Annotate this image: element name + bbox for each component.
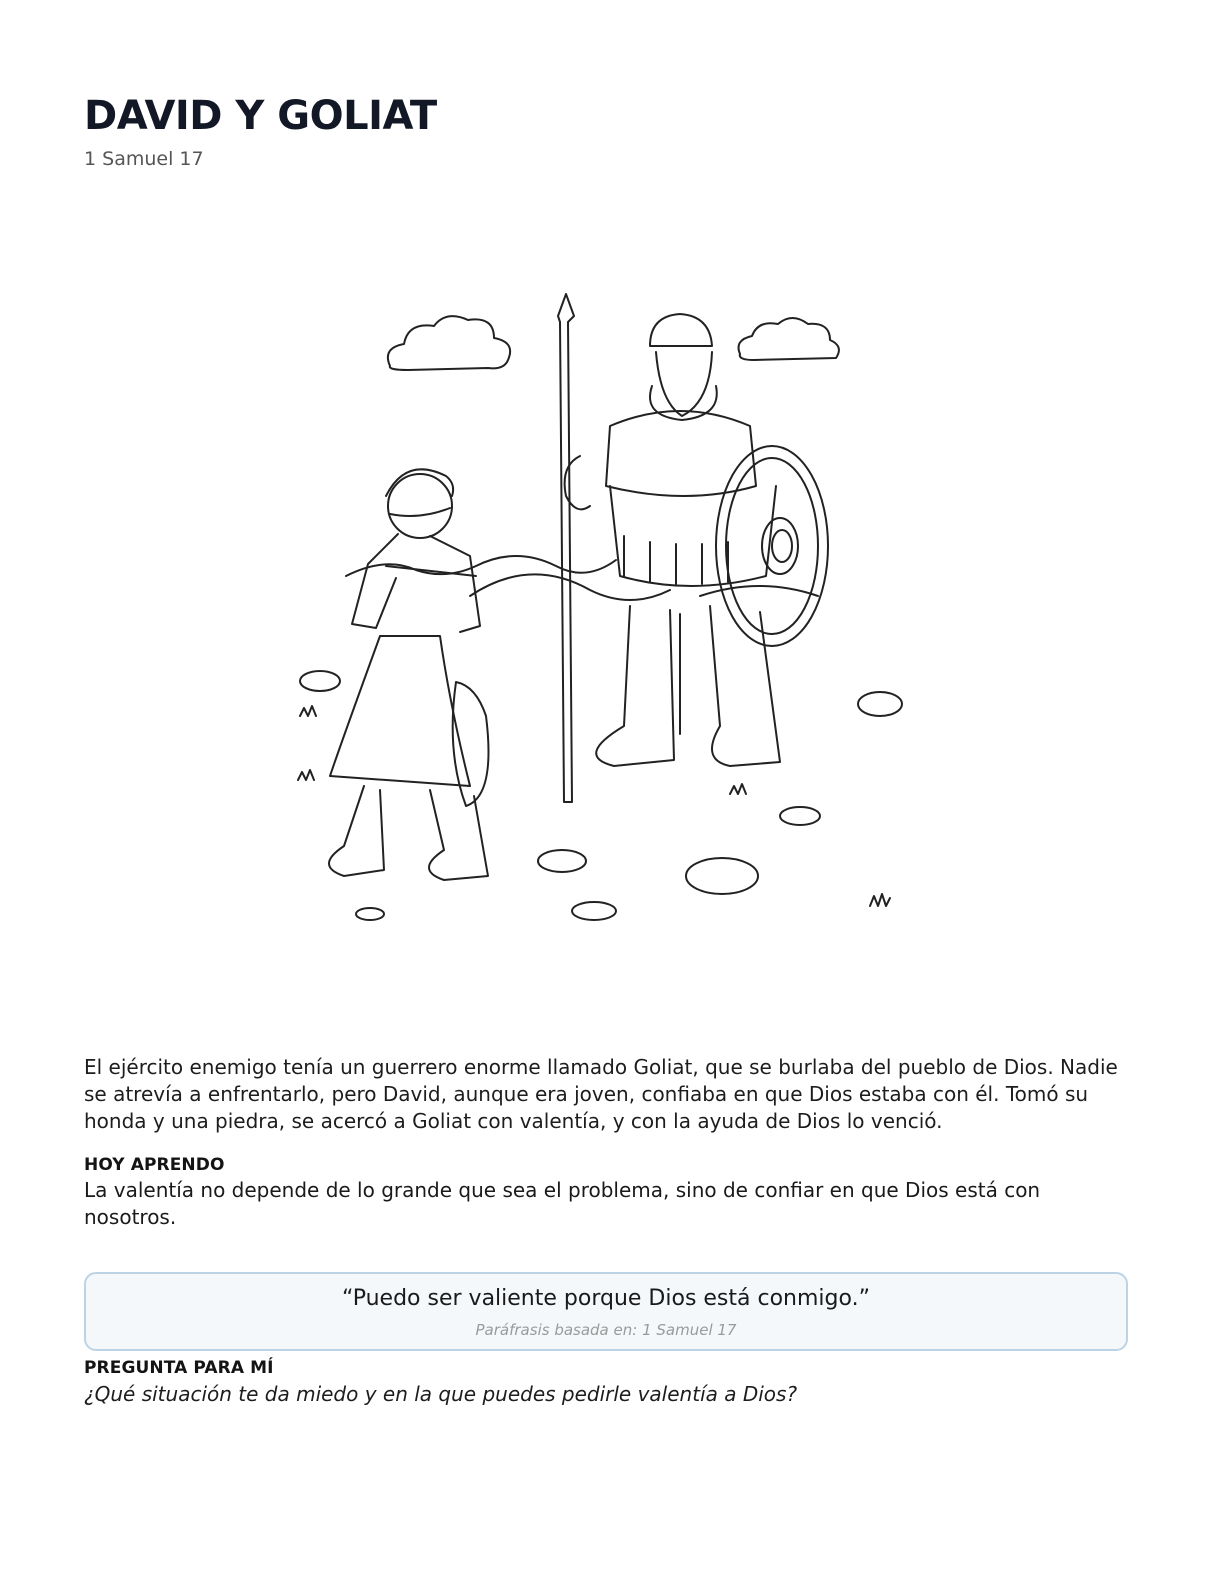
scripture-reference: 1 Samuel 17	[84, 148, 204, 170]
rock	[300, 671, 340, 691]
memory-verse-box	[84, 1272, 1128, 1351]
learn-text: La valentía no depende de lo grande que sea el problema, sino de confiar en que Dios está con nosotros.	[84, 1178, 1041, 1229]
verse-quote: “Puedo ser valiente porque Dios está conmigo.”	[342, 1286, 870, 1311]
verse-source: Paráfrasis basada en: 1 Samuel 17	[475, 1321, 737, 1339]
david-figure	[329, 469, 489, 880]
rock	[686, 858, 758, 894]
rock	[780, 807, 820, 825]
learn-label: HOY APRENDO	[84, 1155, 225, 1175]
rock	[538, 850, 586, 872]
question-label: PREGUNTA PARA MÍ	[84, 1358, 274, 1378]
grass	[298, 706, 890, 906]
cloud-right	[739, 318, 839, 360]
hills	[346, 556, 818, 600]
rock	[858, 692, 902, 716]
page-title: DAVID Y GOLIAT	[84, 93, 437, 139]
rock	[572, 902, 616, 920]
rock	[356, 908, 384, 920]
david-goliath-illustration	[280, 196, 932, 1036]
story-paragraph: El ejército enemigo tenía un guerrero enorme llamado Goliat, que se burlaba del pueblo de Dios. Nadie se atrevía a enfrentarlo, pero David, aunque era joven, confiaba en que Dios estaba con él. Tomó su honda y una piedra, se acercó a Goliat con valentía, y con la ayuda de Dios lo venció.	[84, 1055, 1118, 1133]
cloud-left	[388, 316, 510, 370]
goliath-figure	[558, 294, 828, 802]
question-text: ¿Qué situación te da miedo y en la que puedes pedirle valentía a Dios?	[84, 1382, 798, 1406]
